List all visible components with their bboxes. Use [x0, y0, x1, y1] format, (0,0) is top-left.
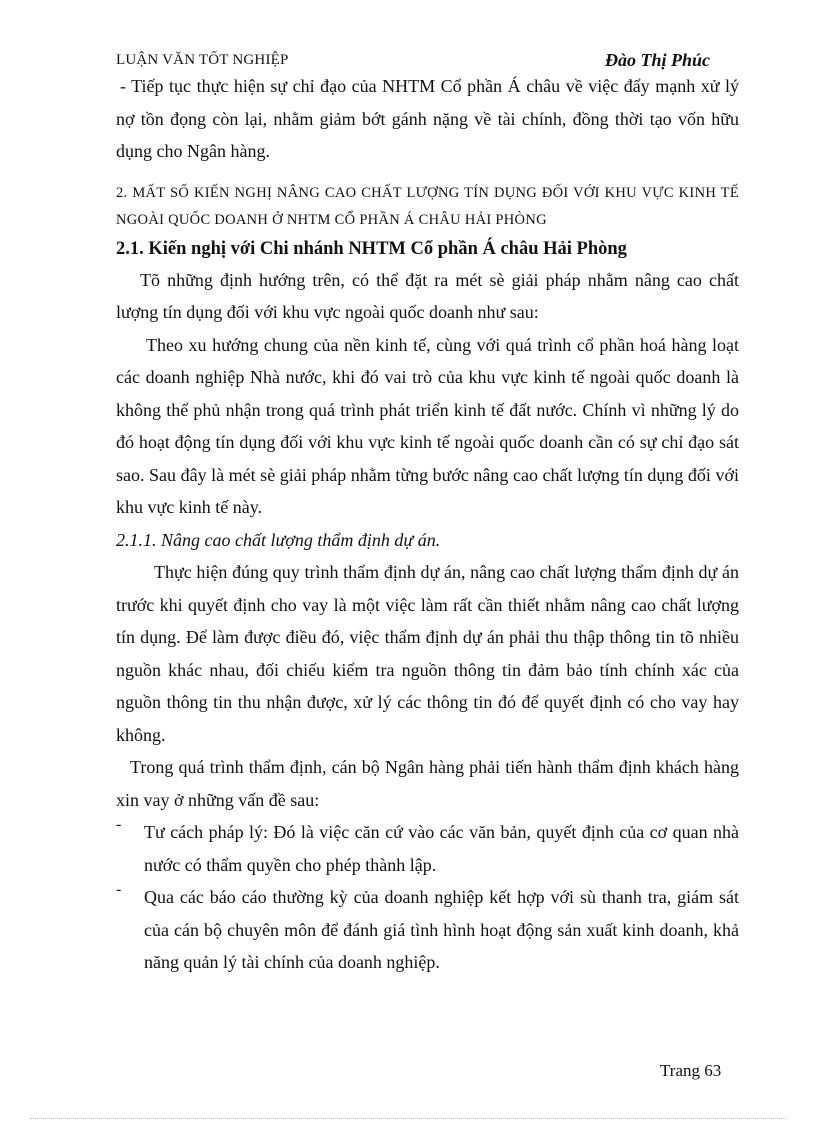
bullet-periodic-reports: Qua các báo cáo thường kỳ của doanh nghiệp kết hợp với sù thanh tra, giám sát của cán bộ chuyên môn để đánh giá tình hình hoạt động sản xuất kinh doanh, khả năng quản lý tài chính của doanh nghiệp. — [144, 887, 739, 972]
heading-2-1: 2.1. Kiến nghị với Chi nhánh NHTM Cổ phần Á châu Hải Phòng — [116, 238, 627, 259]
paragraph-criteria: Trong quá trình thẩm định, cán bộ Ngân hàng phải tiến hành thẩm định khách hàng xin vay ở những vấn đề sau: — [116, 757, 739, 810]
paragraph-debt-handling: - Tiếp tục thực hiện sự chỉ đạo của NHTM Cổ phần Á châu về việc đẩy mạnh xử lý nợ tồn đọng còn lại, nhằm giảm bớt gánh nặng về tài chính, đồng thời tạo vốn hữu dụng cho Ngân hàng. — [116, 76, 739, 161]
header-author: Đào Thị Phúc — [604, 50, 710, 70]
bullet-mark: - — [116, 881, 122, 898]
page-number: Trang 63 — [660, 1061, 722, 1080]
bullet-mark: - — [116, 816, 122, 833]
paragraph-appraisal: Thực hiện đúng quy trình thẩm định dự án, nâng cao chất lượng thẩm định dự án trước khi quyết định cho vay là một việc làm rất cần thiết nhằm nâng cao chất lượng tín dụng. Để làm được điều đó, việc thẩm định dự án phải thu thập thông tin tõ nhiều nguồn khác nhau, đối chiếu kiểm tra nguồn thông tin đảm bảo tính chính xác của nguồn thông tin thu nhận được, xử lý các thông tin đó để quyết định có cho vay hay không. — [116, 562, 739, 745]
list-item — [116, 881, 739, 979]
list-item — [116, 816, 739, 881]
page-divider — [30, 1118, 786, 1119]
document-body — [116, 70, 739, 979]
heading-2-1-1: 2.1.1. Nâng cao chất lượng thẩm định dự án. — [116, 529, 441, 550]
paragraph-context: Theo xu hướng chung của nền kinh tế, cùng với quá trình cổ phần hoá hàng loạt các doanh nghiệp Nhà nước, khi đó vai trò của khu vực kinh tế ngoài quốc doanh là không thể phủ nhận trong quá trình phát triển kinh tế đất nước. Chính vì những lý do đó hoạt động tín dụng đối với khu vực kinh tế ngoài quốc doanh cần có sự chỉ đạo sát sao. Sau đây là mét sè giải pháp nhằm từng bước nâng cao chất lượng tín dụng đối với khu vực kinh tế này. — [116, 334, 739, 517]
bullet-legal-status: Tư cách pháp lý: Đó là việc căn cứ vào các văn bản, quyết định của cơ quan nhà nước có thẩm quyền cho phép thành lập. — [144, 822, 739, 875]
header-title: LUẬN VĂN TỐT NGHIỆP — [116, 52, 289, 68]
section-title: 2. MẤT SỐ KIẾN NGHỊ NÂNG CAO CHẤT LƯỢNG TÍN DỤNG ĐỐI VỚI KHU VỰC KINH TẾ NGOÀI QUỐC DOANH Ở NHTM CỔ PHẦN Á CHÂU HẢI PHÒNG — [116, 184, 739, 228]
paragraph-intro: Tõ những định hướng trên, có thể đặt ra mét sè giải pháp nhằm nâng cao chất lượng tín dụng đối với khu vực ngoài quốc doanh như sau: — [116, 269, 739, 322]
page-header — [116, 50, 710, 72]
